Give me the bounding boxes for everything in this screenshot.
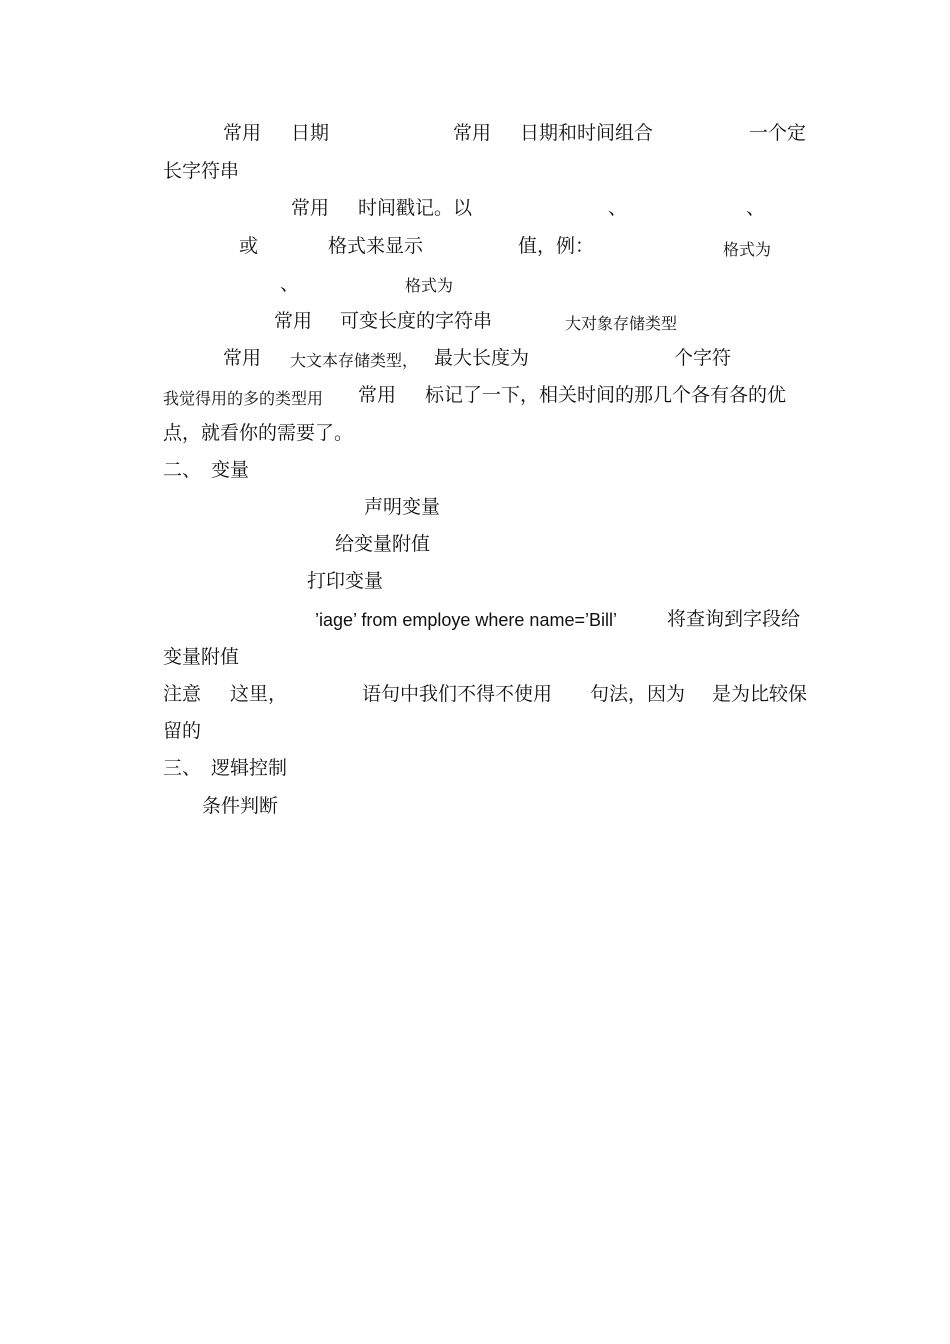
text-fragment: 或	[239, 235, 259, 257]
text-fragment: 、	[746, 197, 766, 219]
text-fragment: 变量附值	[163, 646, 240, 668]
text-fragment: 格式为	[405, 276, 454, 295]
text-fragment: 一个定	[749, 122, 807, 144]
text-fragment: 最大长度为	[434, 347, 530, 369]
text-fragment: 日期	[291, 122, 330, 144]
code-fragment: ’iage’ from employe where name=’Bill’	[315, 610, 617, 630]
text-fragment: 、	[608, 197, 628, 219]
text-fragment: 声明变量	[364, 496, 441, 518]
text-fragment: 常用	[453, 122, 492, 144]
text-fragment: 格式为	[723, 240, 772, 259]
text-fragment: 常用	[223, 122, 262, 144]
text-fragment: 时间戳记。以	[358, 197, 473, 219]
text-fragment: 大对象存储类型	[565, 314, 678, 333]
text-fragment: 句法，因为	[590, 683, 686, 705]
text-fragment: 语句中我们不得不使用	[362, 683, 553, 705]
text-fragment: 个字符	[674, 347, 732, 369]
text-fragment: 可变长度的字符串	[340, 310, 493, 332]
section-number: 二、	[163, 459, 202, 481]
text-fragment: 是为比较保	[712, 683, 808, 705]
text-fragment: 这里，	[230, 683, 288, 705]
text-fragment: 将查询到字段给	[667, 608, 801, 630]
section-number: 三、	[163, 757, 202, 779]
text-fragment: 注意	[163, 683, 202, 705]
text-fragment: 留的	[163, 720, 202, 742]
text-fragment: 日期和时间组合	[520, 122, 654, 144]
text-fragment: 打印变量	[307, 570, 384, 592]
text-fragment: 条件判断	[202, 795, 279, 817]
text-fragment: 值，例：	[518, 235, 595, 257]
text-fragment: 给变量附值	[335, 533, 431, 555]
text-fragment: 点，就看你的需要了。	[163, 422, 354, 444]
text-fragment: 常用	[223, 347, 262, 369]
text-fragment: 常用	[274, 310, 313, 332]
text-fragment: 我觉得用的多的类型用	[163, 389, 324, 408]
text-fragment: 长字符串	[163, 160, 240, 182]
text-fragment: 常用	[291, 197, 330, 219]
text-fragment: 常用	[358, 384, 397, 406]
text-fragment: 、	[280, 273, 300, 295]
text-fragment: 标记了一下，相关时间的那几个各有各的优	[425, 384, 787, 406]
section-heading: 变量	[211, 459, 250, 481]
text-fragment: 大文本存储类型，	[290, 351, 419, 370]
section-heading: 逻辑控制	[211, 757, 288, 779]
text-fragment: 格式来显示	[328, 235, 424, 257]
